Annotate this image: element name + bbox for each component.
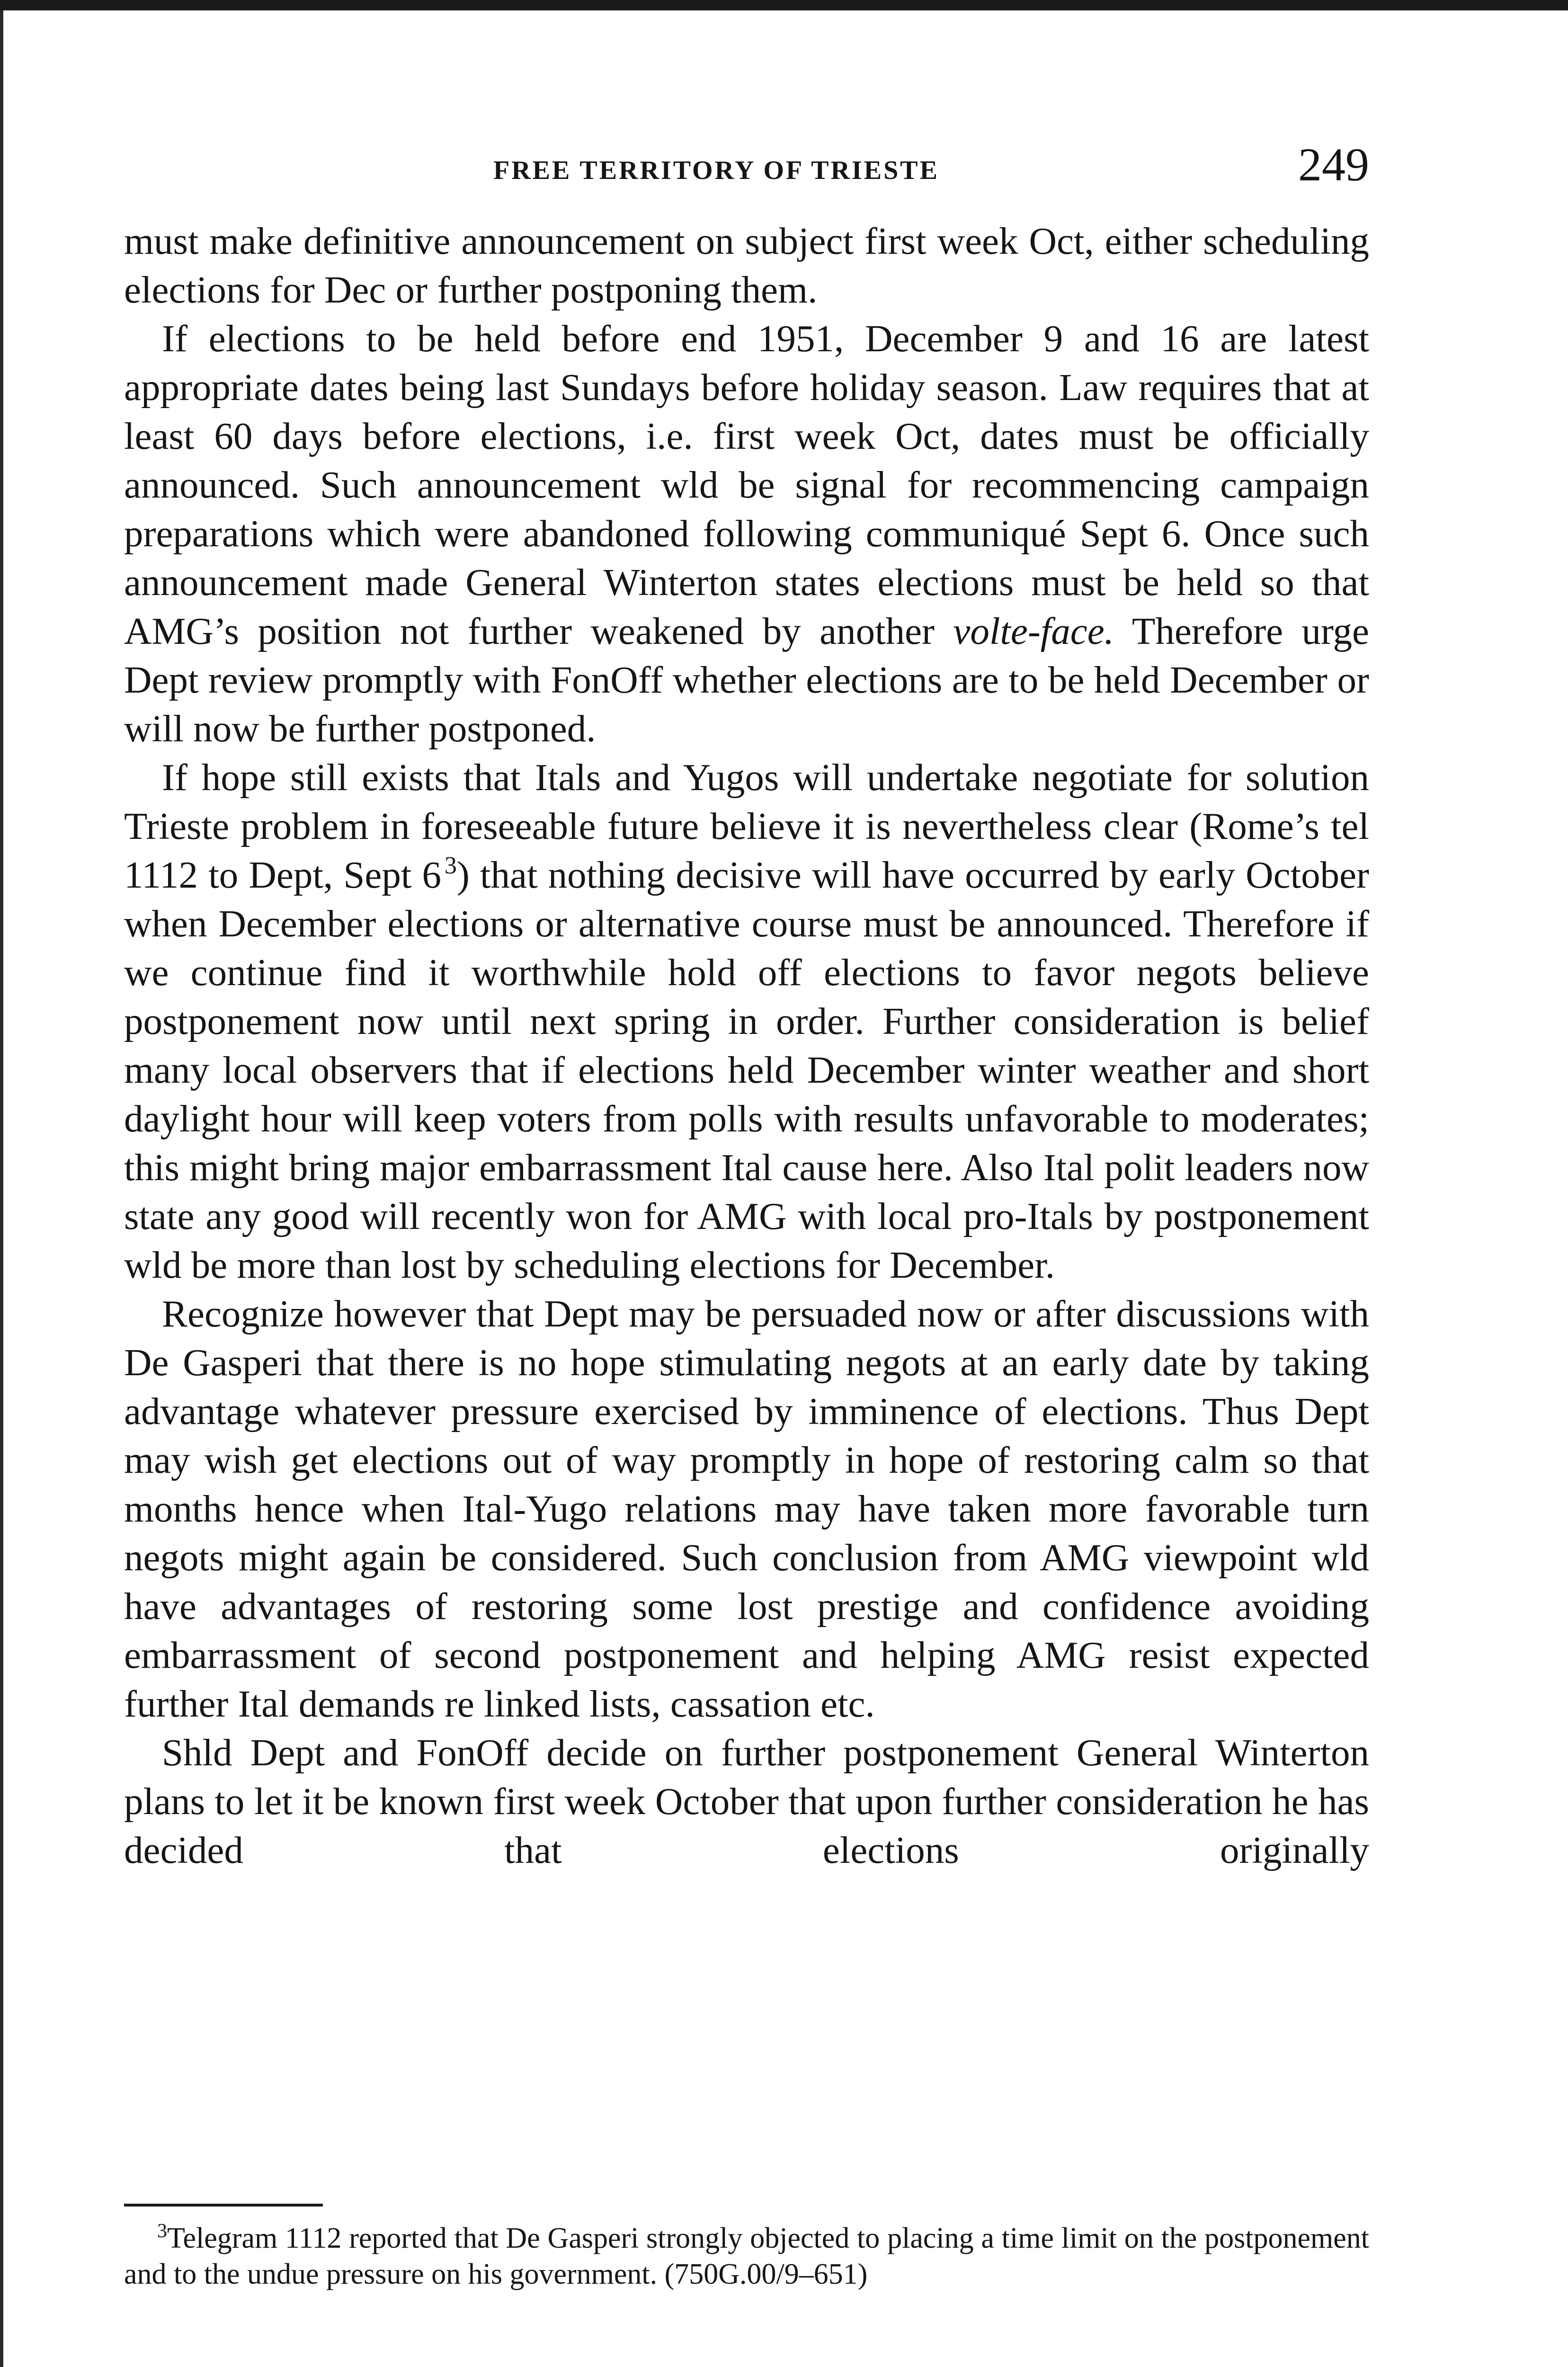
body-text (124, 217, 1369, 1875)
page-header (124, 137, 1369, 194)
footnote (124, 2220, 1369, 2292)
paragraph-3-text-a: If hope still exists that Itals and Yugos will undertake negotiate for solution Trieste problem in foreseeable future believe it is nevertheless clear (Rome’s tel 1112 to Dept, Sept 6 (124, 756, 1369, 896)
paragraph-5: Shld Dept and FonOff decide on further postponement General Winterton plans to let it be known first week October that upon further consideration he has decided that elections originally (124, 1731, 1369, 1871)
paragraph-2-text-a: If elections to be held before end 1951, December 9 and 16 are latest appropriate dates being last Sundays before holiday season. Law requires that at least 60 days before elections, i.e. first week Oct, dates must be officially announced. Such announcement wld be signal for recommencing campaign preparations which were abandoned following communiqué Sept 6. Once such announcement made General Winterton states elections must be held so that AMG’s position not further weakened by another (124, 317, 1369, 652)
paragraph-2 (124, 314, 1369, 753)
left-scan-border (0, 10, 3, 2367)
footnote-mark: 3 (157, 2220, 167, 2242)
top-scan-border (0, 0, 1568, 10)
page-number: 249 (1298, 138, 1369, 191)
running-head: FREE TERRITORY OF TRIESTE (493, 156, 939, 185)
footnote-text: Telegram 1112 reported that De Gasperi strongly objected to placing a time limit on the postponement and to the undue pressure on his government. (750G.00/9–651) (124, 2222, 1369, 2290)
paragraph-2-text-b: Therefore urge Dept review promptly with FonOff whether elections are to be held December or will now be further postponed. (124, 610, 1369, 750)
paragraph-2-italic: volte-face. (953, 610, 1114, 652)
paragraph-3 (124, 753, 1369, 1290)
paragraph-4: Recognize however that Dept may be persuaded now or after discussions with De Gasperi that there is no hope stimulating negots at an early date by taking advantage whatever pressure exercised by imminence of elections. Thus Dept may wish get elections out of way promptly in hope of restoring calm so that months hence when Ital-Yugo relations may have taken more favorable turn negots might again be considered. Such conclusion from AMG viewpoint wld have advantages of restoring some lost prestige and confidence avoiding embarrassment of second postponement and helping AMG resist expected further Ital demands re linked lists, cassation etc. (124, 1292, 1369, 1725)
footnote-divider (124, 2204, 323, 2207)
paragraph-3-text-b: ) that nothing decisive will have occurred by early October when December elections or alternative course must be announced. Therefore if we continue find it worthwhile hold off elections to favor negots believe postponement now until next spring in order. Further consideration is belief many local observers that if elections held December winter weather and short daylight hour will keep voters from polls with results unfavorable to moderates; this might bring major embarrassment Ital cause here. Also Ital polit leaders now state any good will recently won for AMG with local pro-Itals by postponement wld be more than lost by scheduling elections for December. (124, 854, 1369, 1286)
footnote-reference: 3 (444, 852, 457, 879)
paragraph-1: must make definitive announcement on subject first week Oct, either scheduling elections for Dec or further postponing them. (124, 220, 1369, 311)
